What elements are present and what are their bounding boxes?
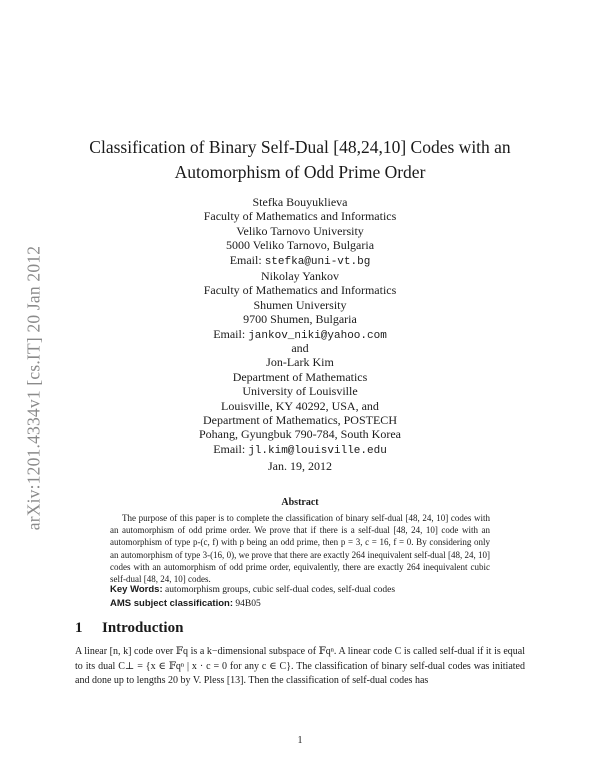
email-label: Email:	[213, 326, 249, 341]
ams-label: AMS subject classification:	[110, 598, 234, 609]
author-email: jl.kim@louisville.edu	[248, 444, 387, 457]
ams-text: 94B05	[233, 599, 261, 609]
author-affiliation: Department of Mathematics, POSTECH	[203, 413, 397, 428]
author-address: Pohang, Gyungbuk 790-784, South Korea	[199, 427, 401, 442]
author-affiliation: Faculty of Mathematics and Informatics	[203, 283, 397, 298]
abstract-heading: Abstract	[281, 497, 319, 508]
abstract-text: The purpose of this paper is to complete the classification of binary self-dual [48, 24, 10] codes with an automorphism of odd prime order. We prove that if there is a self-dual [48, 24, 10] code with an automorphism of type p-(c, f) with p being an odd prime, then p = 3, c = 16, f = 0. By considering only an automorphism of type 3-(16, 0), we prove that there are exactly 264 inequivalent self-dual [48, 24, 10] codes with an automorphism of odd prime order, equivalently, there are exactly 264 inequivalent cubic self-dual [48, 24, 10] codes.	[110, 513, 490, 585]
author-address: Louisville, KY 40292, USA, and	[221, 398, 379, 413]
email-label: Email:	[213, 441, 249, 456]
author-affiliation: Shumen University	[253, 297, 347, 312]
section-number: 1	[75, 620, 83, 636]
author-email-line	[120, 253, 480, 269]
section-title-text: Introduction	[102, 620, 184, 636]
paper-title: Classification of Binary Self-Dual [48,24,10] Codes with an Automorphism of Odd Prime Order	[89, 137, 511, 182]
intro-paragraph: A linear [n, k] code over 𝔽q is a k−dimensional subspace of 𝔽qⁿ. A linear code C is called self-dual if it is equal to its dual C⊥ = {x ∈ 𝔽qⁿ | x · c = 0 for any c ∈ C}. The classification of binary self-dual codes was initiated and done up to lengths 20 by V. Pless [13]. Then the classification of self-dual codes has	[75, 646, 525, 686]
author-block-1	[120, 195, 480, 269]
email-label: Email:	[229, 252, 265, 267]
arxiv-stamp: arXiv:1201.4334v1 [cs.IT] 20 Jan 2012	[23, 245, 44, 531]
author-affiliation: Veliko Tarnovo University	[236, 223, 364, 238]
author-name: Nikolay Yankov	[260, 269, 339, 283]
ams-line	[110, 597, 490, 611]
author-conjunction: and	[291, 341, 309, 355]
keywords-text: automorphism groups, cubic self-dual codes, self-dual codes	[162, 585, 396, 595]
author-email: jankov_niki@yahoo.com	[248, 329, 387, 342]
author-email: stefka@uni-vt.bg	[264, 255, 371, 268]
keywords-label: Key Words:	[110, 584, 163, 595]
keywords-block	[110, 583, 490, 611]
author-affiliation: University of Louisville	[242, 384, 358, 399]
author-block-2	[120, 269, 480, 343]
section-heading	[75, 620, 183, 637]
author-email-line	[120, 442, 480, 458]
keywords-line	[110, 583, 490, 597]
author-affiliation: Department of Mathematics	[232, 369, 368, 384]
author-affiliation: Faculty of Mathematics and Informatics	[203, 209, 397, 224]
author-name: Stefka Bouyuklieva	[252, 195, 348, 209]
author-block-3	[120, 341, 480, 458]
author-address: 5000 Veliko Tarnovo, Bulgaria	[225, 238, 375, 253]
page-number: 1	[297, 735, 303, 746]
author-address: 9700 Shumen, Bulgaria	[243, 312, 357, 327]
author-name: Jon-Lark Kim	[266, 355, 334, 370]
paper-date: Jan. 19, 2012	[268, 459, 332, 473]
